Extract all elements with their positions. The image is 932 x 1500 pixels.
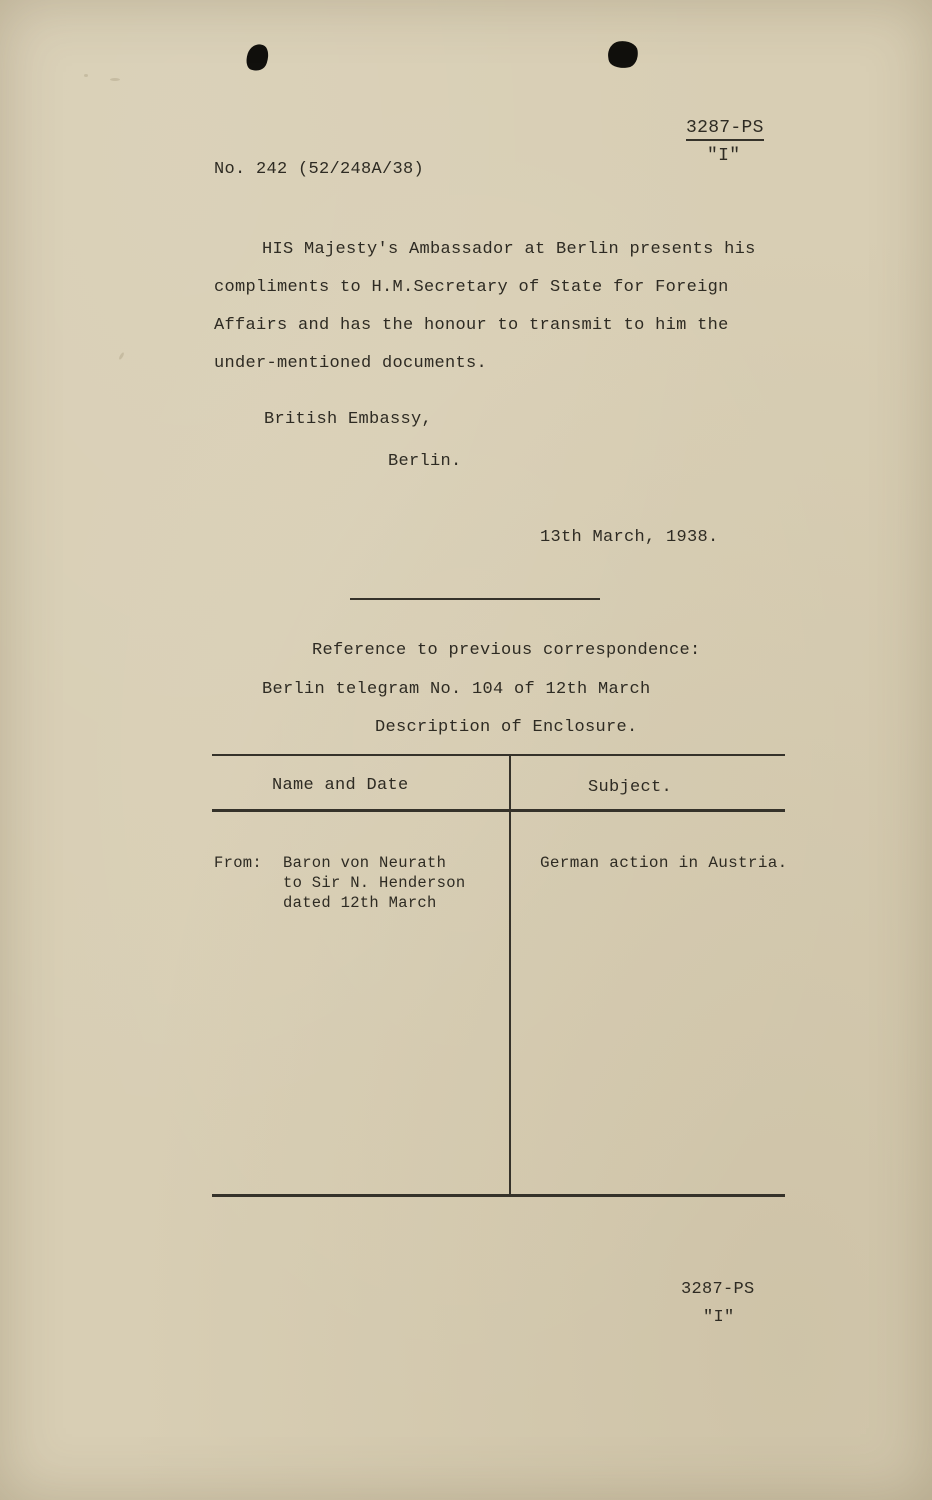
reference-number: No. 242 (52/248A/38) [214,160,425,179]
reference-line: Berlin telegram No. 104 of 12th March [262,680,651,699]
table-bottom-rule [212,1194,785,1197]
table-header-rule [212,809,785,812]
enclosure-heading: Description of Enclosure. [375,718,638,737]
reference-heading: Reference to previous correspondence: [312,641,701,660]
ink-blob-right [606,39,639,70]
paper-speck [110,78,120,81]
table-header-subject: Subject. [588,778,673,797]
table-row-subject: German action in Austria. [540,854,788,872]
table-row-name-line-1: Baron von Neurath [283,854,447,872]
ink-blob-left [243,41,271,73]
sender-city: Berlin. [388,452,462,471]
paper-speck [84,74,88,77]
table-vertical-rule [509,754,511,1196]
doc-stamp-number-bottom: 3287-PS [681,1280,755,1299]
body-line-2: compliments to H.M.Secretary of State for Foreign [214,278,729,297]
body-line-4: under-mentioned documents. [214,354,488,373]
section-divider-rule [350,598,600,600]
table-row-from-label: From: [214,854,263,872]
body-line-3: Affairs and has the honour to transmit to him the [214,316,729,335]
sender-embassy: British Embassy, [264,410,433,429]
body-line-1: HIS Majesty's Ambassador at Berlin presents his [262,240,756,259]
table-top-rule [212,754,785,756]
table-row-name-line-3: dated 12th March [283,894,437,912]
doc-stamp-exhibit-top: "I" [707,146,741,166]
doc-stamp-number-top: 3287-PS [686,118,764,141]
doc-stamp-exhibit-bottom: "I" [703,1308,735,1327]
table-header-name-date: Name and Date [272,776,409,795]
paper-speck [118,352,125,360]
table-row-name-line-2: to Sir N. Henderson [283,874,466,892]
document-date: 13th March, 1938. [540,528,719,547]
